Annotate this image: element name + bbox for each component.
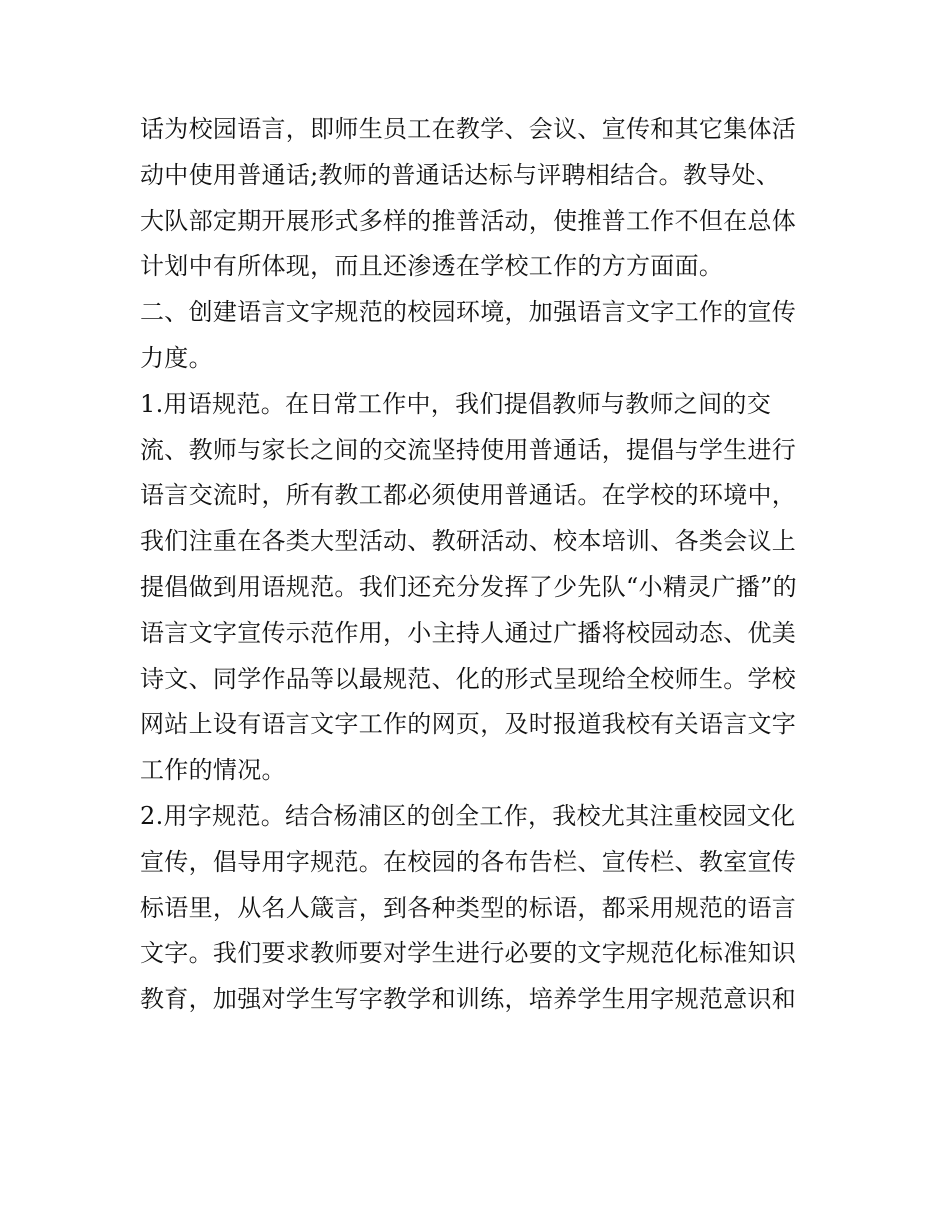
text-line: 语言交流时，所有教工都必须使用普通话。在学校的环境中， <box>140 481 797 510</box>
text-line: 我们注重在各类大型活动、教研活动、校本培训、各类会议上 <box>140 527 797 556</box>
text-line: 工作的情况。 <box>140 756 286 785</box>
text-line: 话为校园语言，即师生员工在教学、会议、宣传和其它集体活 <box>140 115 797 143</box>
text-line: 诗文、同学作品等以最规范、化的形式呈现给全校师生。学校 <box>140 664 797 693</box>
text-line: 宣传，倡导用字规范。在校园的各布告栏、宣传栏、教室宣传 <box>140 847 797 876</box>
text-line: 文字。我们要求教师要对学生进行必要的文字规范化标准知识 <box>140 939 797 968</box>
text-line: 提倡做到用语规范。我们还充分发挥了少先队“小精灵广播”的 <box>140 572 797 601</box>
section-heading: 力度。 <box>140 343 213 372</box>
text-line: 语言文字宣传示范作用，小主持人通过广播将校园动态、优美 <box>140 618 797 647</box>
text-line: 教育，加强对学生写字教学和训练，培养学生用字规范意识和 <box>140 985 797 1014</box>
section-heading: 二、创建语言文字规范的校园环境，加强语言文字工作的宣传 <box>140 298 797 327</box>
text-line: 网站上设有语言文字工作的网页，及时报道我校有关语言文字 <box>140 710 797 739</box>
document-body <box>140 107 820 1023</box>
text-line: 流、教师与家长之间的交流坚持使用普通话，提倡与学生进行 <box>140 435 797 464</box>
text-line: 大队部定期开展形式多样的推普活动，使推普工作不但在总体 <box>140 206 797 235</box>
text-line: 计划中有所体现，而且还渗透在学校工作的方方面面。 <box>140 252 724 281</box>
text-line: 1.用语规范。在日常工作中，我们提倡教师与教师之间的交 <box>140 389 771 418</box>
text-line: 2.用字规范。结合杨浦区的创全工作，我校尤其注重校园文化 <box>140 801 796 830</box>
text-line: 标语里，从名人箴言，到各种类型的标语，都采用规范的语言 <box>140 893 797 922</box>
text-line: 动中使用普通话;教师的普通话达标与评聘相结合。教导处、 <box>140 160 781 189</box>
